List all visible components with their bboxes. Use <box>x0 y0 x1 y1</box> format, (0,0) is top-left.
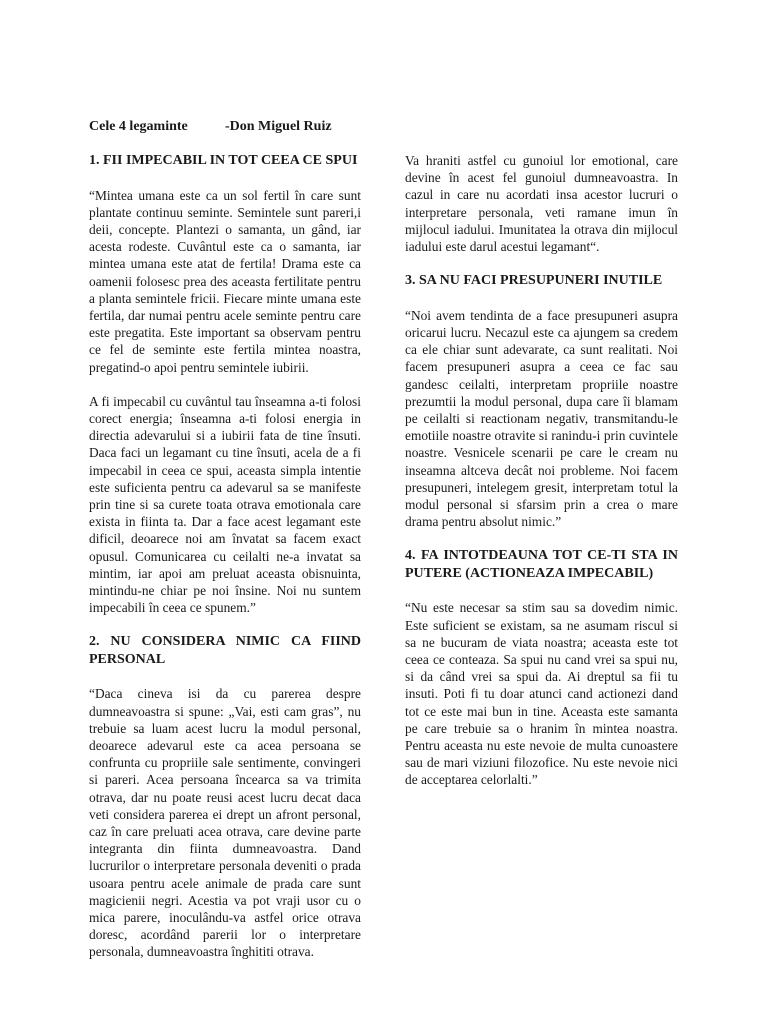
section-1-heading: 1. FII IMPECABIL IN TOT CEEA CE SPUI <box>89 153 358 168</box>
section-2-heading: 2. NU CONSIDERA NIMIC CA FIIND PERSONAL <box>89 634 361 667</box>
section-3-paragraph-1: “Noi avem tendinta de a face presupuneri asupra oricarui lucru. Necazul este ca ajungem sa credem ca ele chiar sunt adevarate, ca sunt realitati. Noi facem presupuneri asupra a ceea ce fac sau gandesc ceilalti, interpretam propriile noastre prezumtii la modul personal, dupa care îi blamam pe ceilalti si reactionam negativ, transmitandu-le emotiile noastre otravite si ranindu-i prin cuvintele noastre. Vesnicele scenarii pe care le cream nu inseamna altceva decât noi probleme. Noi facem presupuneri, intelegem gresit, interpretam totul la modul personal si sfarsim prin a crea o mare drama pentru absolut nimic.” <box>405 307 678 530</box>
section-2-paragraph-2: Va hraniti astfel cu gunoiul lor emotional, care devine în acest fel gunoiul dumneavoastra. In cazul in care nu acordati insa acestor lucruri o interpretare personala, veti ramane imun în mijlocul iadului. Imunitatea la otrava din mijlocul iadului este darul acestui legamant“. <box>405 153 678 255</box>
section-4-heading: 4. FA INTOTDEAUNA TOT CE-TI STA IN PUTERE (ACTIONEAZA IMPECABIL) <box>405 548 678 581</box>
section-1-paragraph-2: A fi impecabil cu cuvântul tau înseamna a-ti folosi corect energia; înseamna a-ti folosi energia in directia adevarului si a iubirii fata de tine însuti. Daca faci un legamant cu tine însuti, acela de a fi impecabil in ceea ce spui, aceasta simpla intentie este suficienta pentru ca adevarul sa se manifeste prin tine si sa curete toata otrava emotionala care exista in fiinta ta. Dar a face acest legamant este dificil, deoarece noi am învatat sa facem exact opusul. Comunicarea cu ceilalti ne-a invatat sa mintim, iar apoi am preluat aceasta obisnuinta, mintindu-ne chiar pe noi însine. Noi nu suntem impecabili în ceea ce spunem.” <box>89 393 361 616</box>
document-author: -Don Miguel Ruiz <box>225 119 332 134</box>
section-3-heading: 3. SA NU FACI PRESUPUNERI INUTILE <box>405 273 663 289</box>
document-header <box>89 119 332 135</box>
section-2-paragraph-1: “Daca cineva isi da cu parerea despre dumneavoastra si spune: „Vai, esti cam gras”, nu trebuie sa luam acest lucru la modul personal, deoarece adevarul este ca acea persoana se confrunta cu propriile sale sentimente, convingeri si pareri. Acea persoana încearca sa va trimita otrava, dar nu poate reusi acest lucru decat daca veti considera parerea ei drept un afront personal, caz în care preluati acea otrava, care devine parte integranta din fiinta dumneavoastra. Dand lucrurilor o interpretare personala deveniti o prada usoara pentru acele animale de prada care sunt magicienii negri. Acestia va pot vraji usor cu o mica parere, inoculându-va astfel orice otrava doresc, acordând parerii lor o interpretare personala, dumneavoastra înghititi otrava. <box>89 686 361 960</box>
document-title: Cele 4 legaminte <box>89 119 188 134</box>
left-column <box>89 152 361 961</box>
right-column <box>405 152 678 789</box>
section-4-paragraph-1: “Nu este necesar sa stim sau sa dovedim nimic. Este suficient se existam, sa ne asumam riscul si sa ne bucuram de viata noastra; aceasta este tot ceea ce conteaza. Sa spui nu cand vrei sa spui nu, si da când vrei sa spui da. Ai dreptul sa fii tu insuti. Poti fi tu doar atunci cand actionezi dand tot ce este mai bun in tine. Aceasta este samanta pe care trebuie sa o hranim în mintea noastra. Pentru aceasta nu este nevoie de multa cunoastere sau de mari viziuni filozofice. Nu este nevoie nici de acceptarea celorlalti.” <box>405 600 678 788</box>
section-1-paragraph-1: “Mintea umana este ca un sol fertil în care sunt plantate continuu seminte. Semintele sunt pareri,i deii, concepte. Plantezi o samanta, un gând, iar acesta rodeste. Cuvântul este ca o samanta, iar mintea umana este atat de fertila! Drama este ca oamenii folosesc prea des aceasta fertilitate pentru a planta semintele fricii. Fiecare minte umana este fertila, dar numai pentru acele seminte pentru care este pregatita. Este important sa observam pentru ce fel de seminte este fertila mintea noastra, pregatind-o apoi pentru semintele iubirii. <box>89 187 361 375</box>
